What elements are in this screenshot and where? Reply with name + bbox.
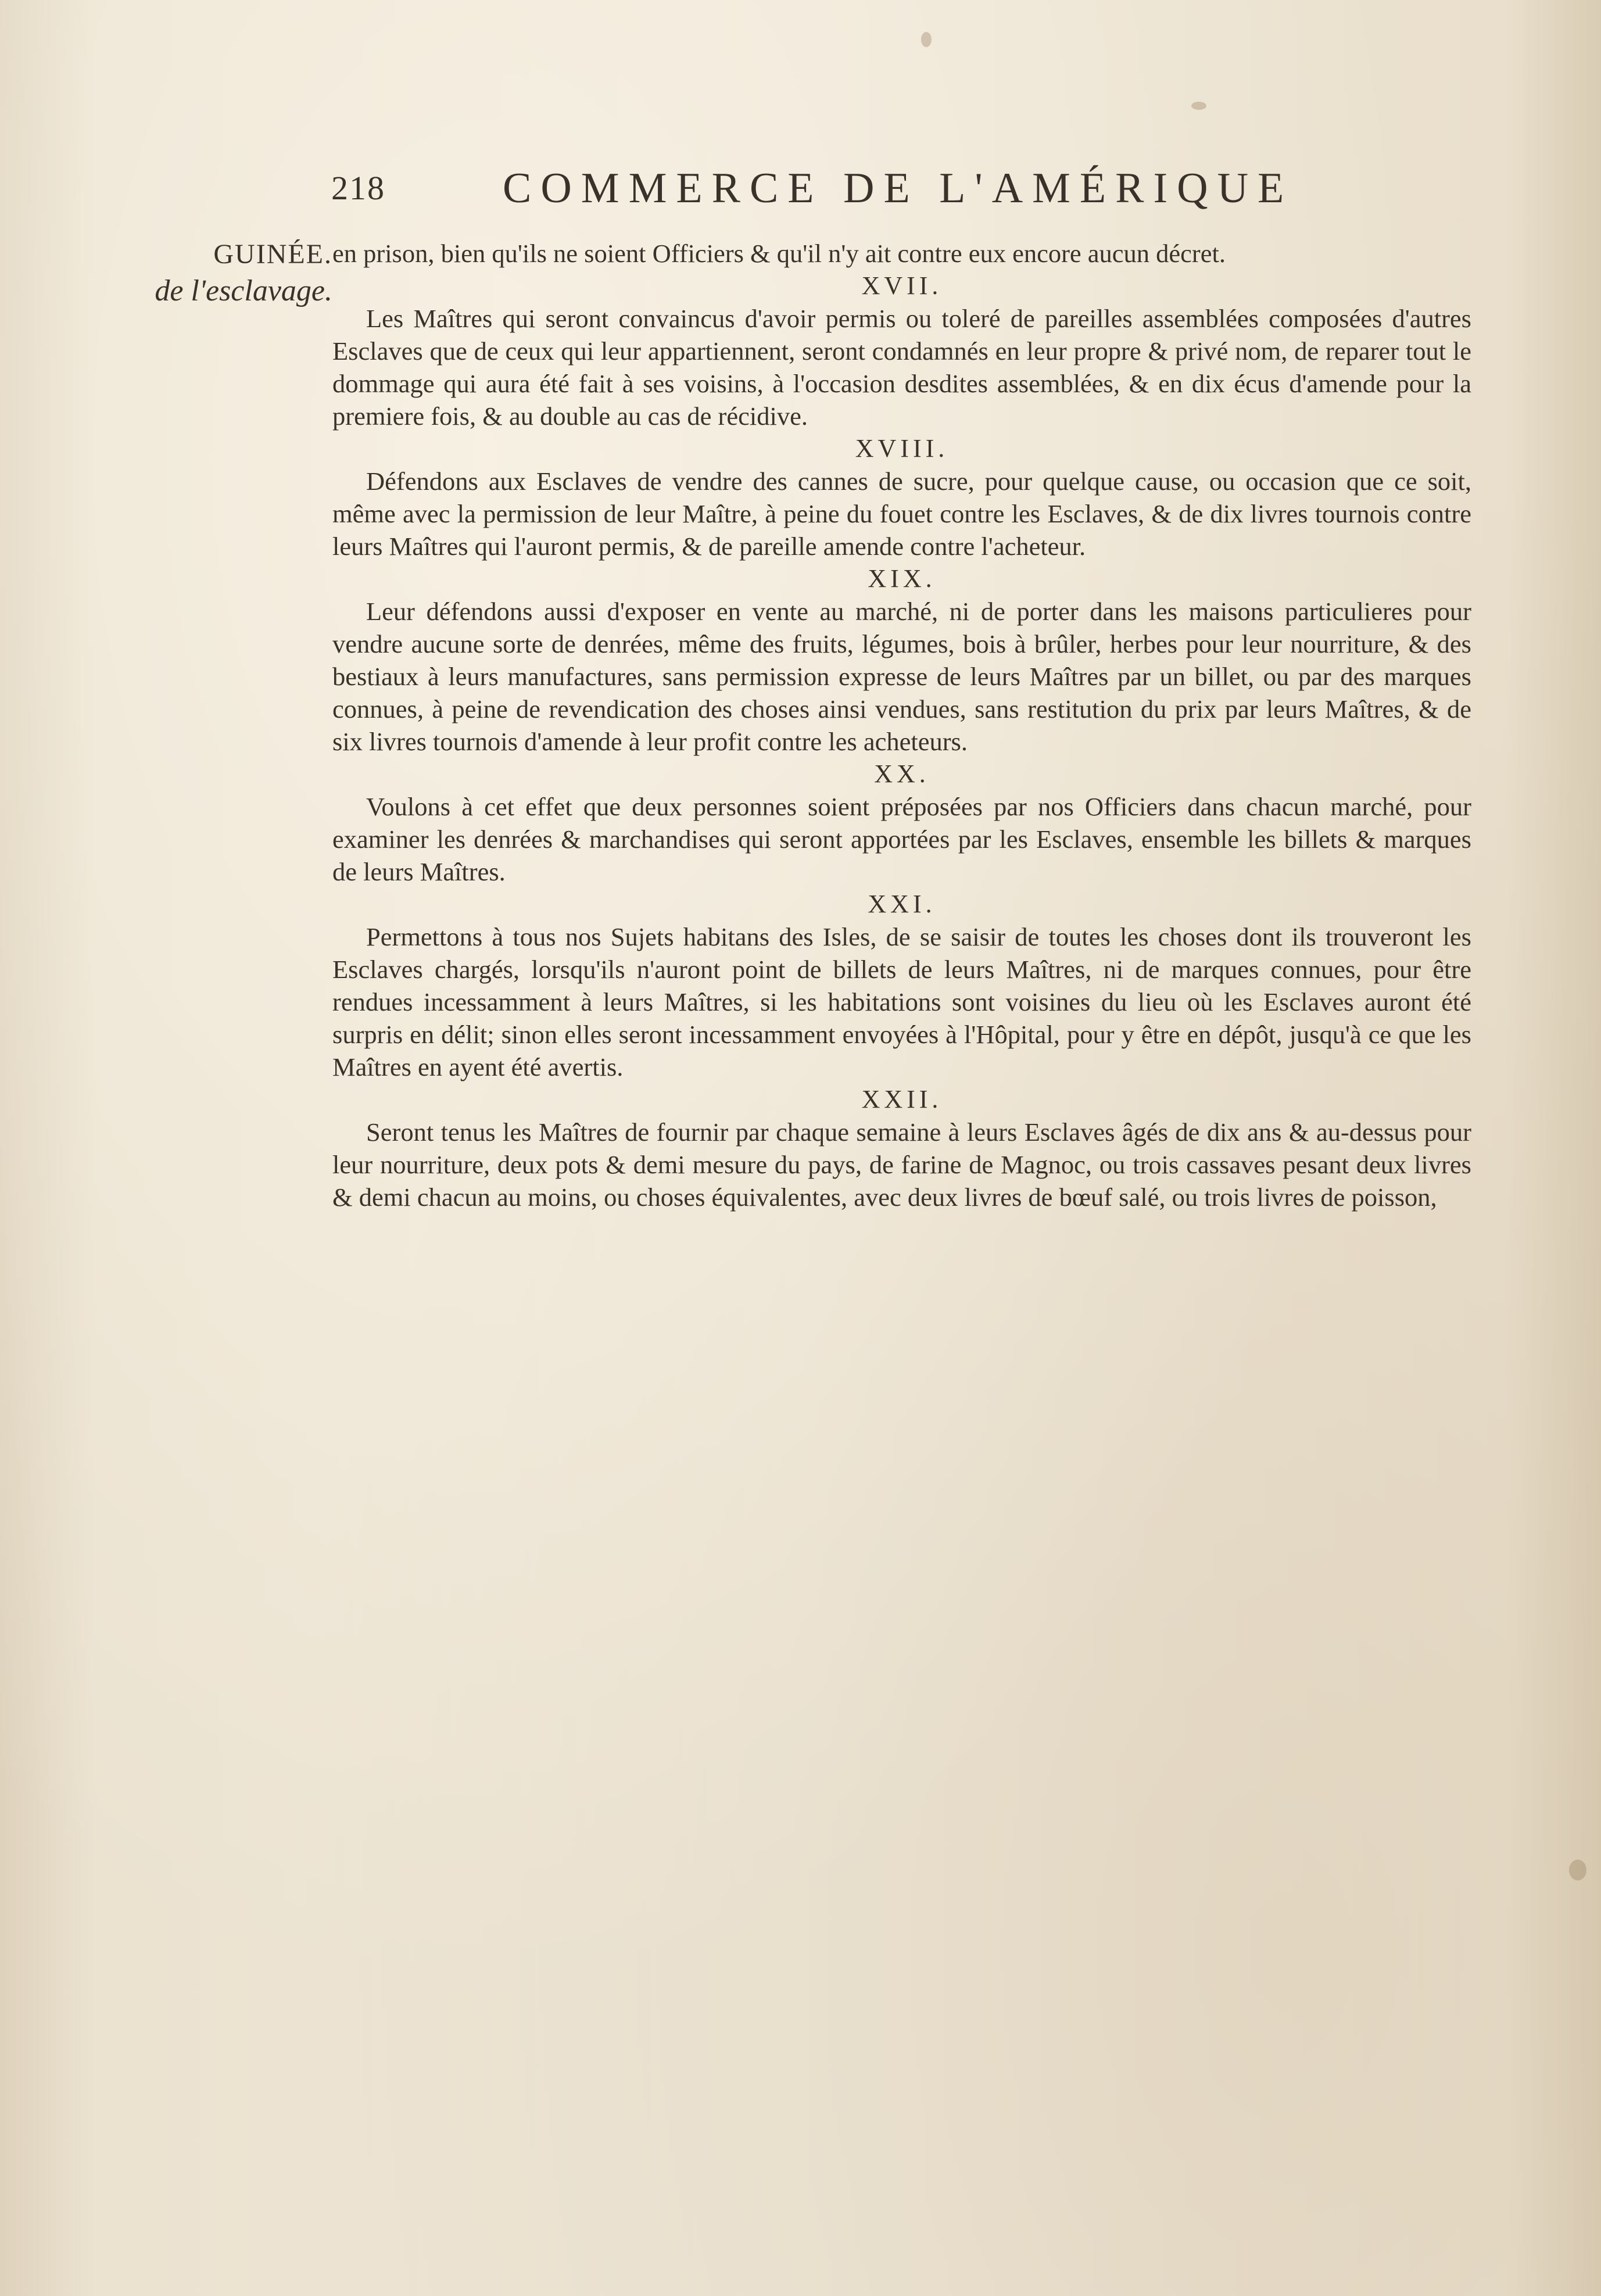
running-head: COMMERCE DE L'AMÉRIQUE (503, 164, 1294, 212)
body-text (332, 237, 1471, 1213)
ink-stain (1191, 102, 1206, 110)
article-heading: XVIII. (855, 434, 949, 463)
article-text: Permettons à tous nos Sujets habitans des Isles, de se saisir de toutes les choses dont ils trouveront les Esclaves chargés, lorsqu'ils n'auront point de billets de leurs Maîtres, ni de marques connues, pour être rendues incessamment à leurs Maîtres, si les habitations sont voisines du lieu où les Esclaves auront été surpris en délit; sinon elles seront incessamment envoyées à l'Hôpital, pour y être en dépôt, jusqu'à ce que les Maîtres en ayent été avertis. (332, 922, 1471, 1081)
article-heading: XIX. (868, 564, 936, 593)
margin-subject-label: de l'esclavage. (155, 274, 332, 307)
ink-stain (921, 32, 932, 47)
article-text: Voulons à cet effet que deux personnes soient préposées par nos Officiers dans chacun marché, pour examiner les denrées & marchandises qui seront apportées par les Esclaves, ensemble les billets & marques de leurs Maîtres. (332, 792, 1471, 886)
margin-region-label: GUINÉE. (213, 239, 332, 270)
article-text: Leur défendons aussi d'exposer en vente au marché, ni de porter dans les maisons particulieres pour vendre aucune sorte de denrées, même des fruits, légumes, bois à brûler, herbes pour leur nourriture, & des bestiaux à leurs manufactures, sans permission expresse de leurs Maîtres par un billet, ou par des marques connues, à peine de revendication des choses ainsi vendues, sans restitution du prix par leurs Maîtres, & de six livres tournois d'amende à leur profit contre les acheteurs. (332, 597, 1471, 756)
article-heading: XXI. (868, 890, 936, 918)
margin-note (112, 238, 332, 308)
article-text: Seront tenus les Maîtres de fournir par chaque semaine à leurs Esclaves âgés de dix ans & au-dessus pour leur nourriture, deux pots & demi mesure du pays, de farine de Magnoc, ou trois cassaves pesant deux livres & demi chacun au moins, ou choses équivalentes, avec deux livres de bœuf salé, ou trois livres de poisson, (332, 1117, 1471, 1212)
article-heading: XVII. (861, 271, 943, 300)
article-text: Les Maîtres qui seront convaincus d'avoir permis ou toleré de pareilles assemblées composées d'autres Esclaves que de ceux qui leur appartiennent, seront condamnés en leur propre & privé nom, de reparer tout le dommage qui aura été fait à ses voisins, à l'occasion desdites assemblées, & en dix écus d'amende pour la premiere fois, & au double au cas de récidive. (332, 304, 1471, 431)
article-heading: XXII. (861, 1085, 943, 1113)
page-number: 218 (331, 169, 385, 207)
article-text: Défendons aux Esclaves de vendre des cannes de sucre, pour quelque cause, ou occasion que ce soit, même avec la permission de leur Maître, à peine du fouet contre les Esclaves, & de dix livres tournois contre leurs Maîtres qui l'auront permis, & de pareille amende contre l'acheteur. (332, 467, 1471, 561)
ink-stain (1569, 1860, 1586, 1881)
article-heading: XX. (874, 760, 930, 788)
opening-paragraph: en prison, bien qu'ils ne soient Officiers & qu'il n'y ait contre eux encore aucun décret. (332, 239, 1226, 268)
